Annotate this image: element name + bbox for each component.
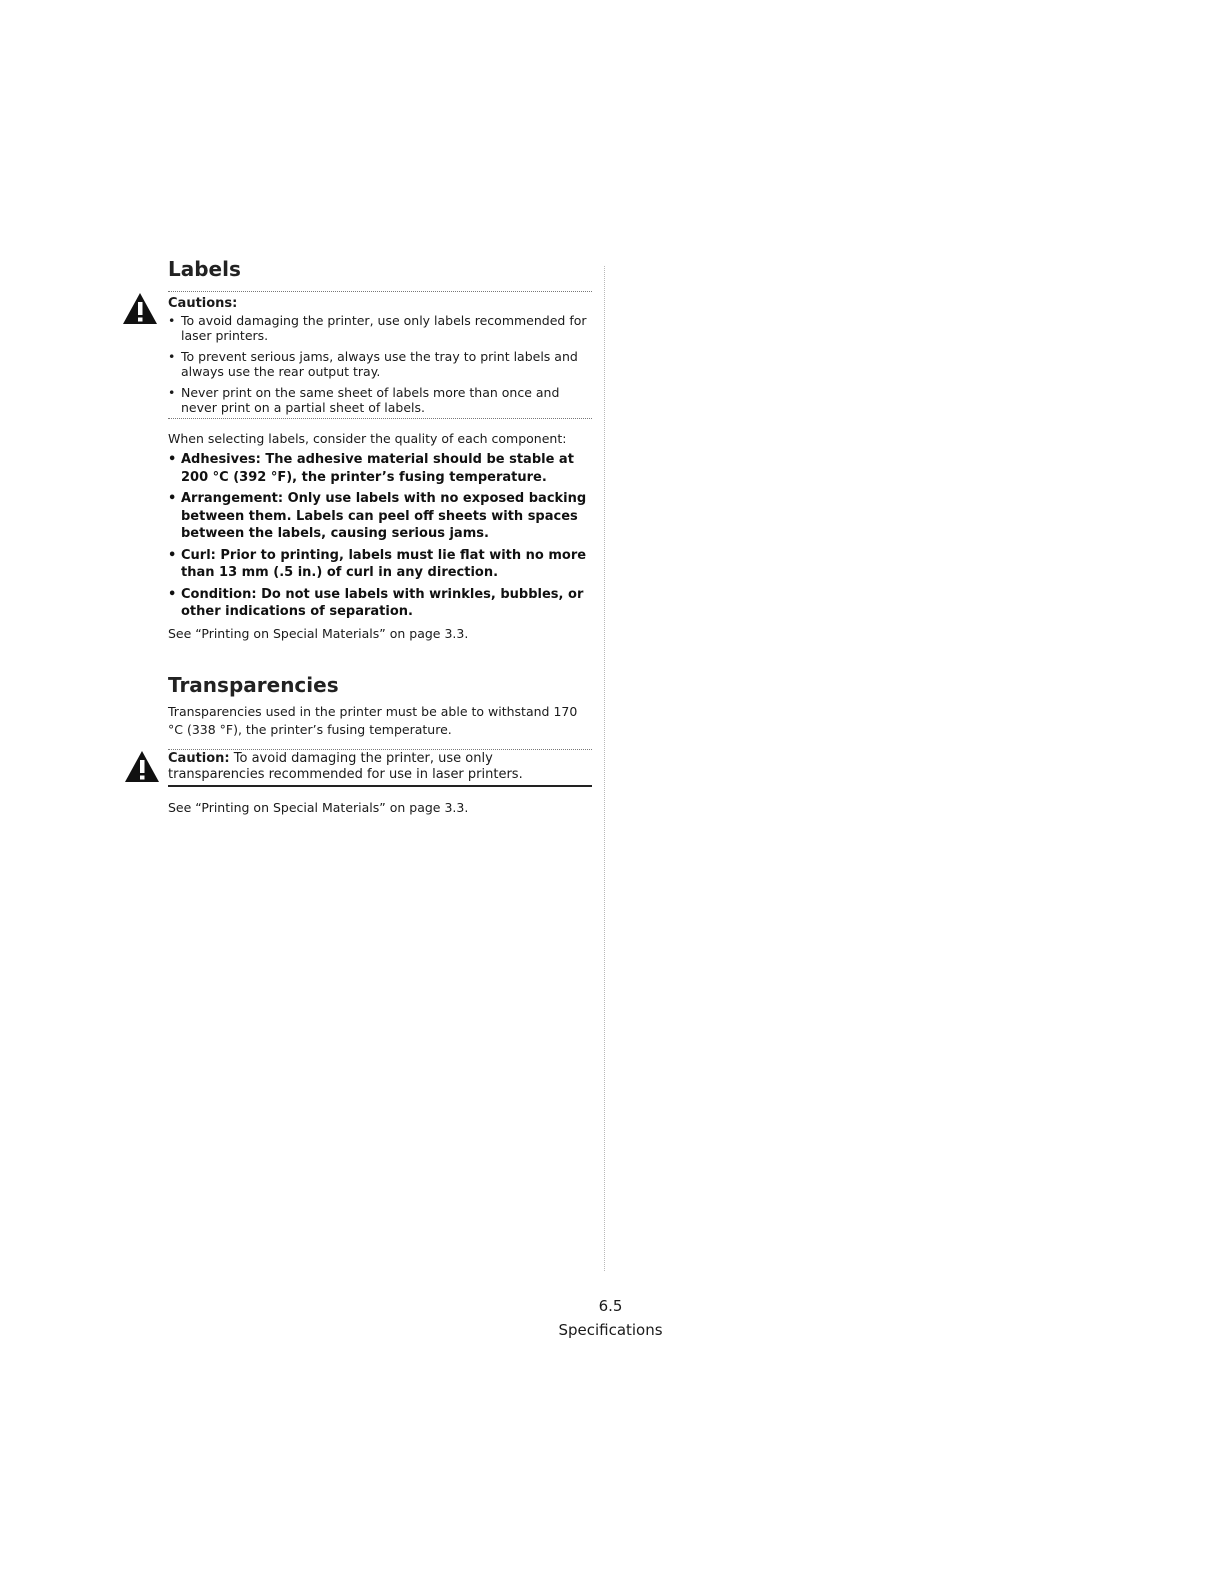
caution-body: To avoid damaging the printer, use only transparencies recommended for use in laser printers. <box>168 750 523 782</box>
transparencies-heading: Transparencies <box>168 672 339 697</box>
caution-item: • To avoid damaging the printer, use only labels recommended for laser printers. <box>168 313 592 343</box>
labels-caution-box <box>168 291 592 419</box>
component-item: • Arrangement: Only use labels with no exposed backing between them. Labels can peel off sheets with spaces between the labels, causing serious jams. <box>168 490 592 543</box>
component-item: • Curl: Prior to printing, labels must lie flat with no more than 13 mm (.5 in.) of curl in any direction. <box>168 547 592 582</box>
chapter-name: Specifications <box>558 1321 663 1339</box>
caution-label: Caution: <box>168 750 230 766</box>
labels-see-also: See “Printing on Special Materials” on page 3.3. <box>168 625 469 641</box>
component-item: • Condition: Do not use labels with wrinkles, bubbles, or other indications of separation. <box>168 586 592 621</box>
page-number: 6.5 <box>598 1297 623 1315</box>
cautions-title: Cautions: <box>168 296 238 311</box>
warning-triangle-icon <box>121 291 159 325</box>
margin-dotted-rule <box>604 266 605 1271</box>
labels-lead-text: When selecting labels, consider the quality of each component: <box>168 431 567 446</box>
transparencies-text: Transparencies used in the printer must be able to withstand 170 °C (338 °F), the printer’s fusing temperature. <box>168 703 578 737</box>
labels-heading: Labels <box>168 257 241 281</box>
transparencies-caution-text <box>168 751 592 783</box>
main-column <box>168 255 592 817</box>
cautions-list <box>168 313 592 415</box>
component-item: • Adhesives: The adhesive material should be stable at 200 °C (392 °F), the printer’s fusing temperature. <box>168 451 592 486</box>
transparencies-caution-box <box>168 749 592 787</box>
warning-triangle-icon <box>123 749 161 783</box>
components-list <box>168 451 592 621</box>
transparencies-section <box>168 673 592 817</box>
caution-item: • Never print on the same sheet of labels more than once and never print on a partial sheet of labels. <box>168 385 592 415</box>
transparencies-see-also: See “Printing on Special Materials” on page 3.3. <box>168 799 469 815</box>
caution-item: • To prevent serious jams, always use the tray to print labels and always use the rear output tray. <box>168 349 592 379</box>
